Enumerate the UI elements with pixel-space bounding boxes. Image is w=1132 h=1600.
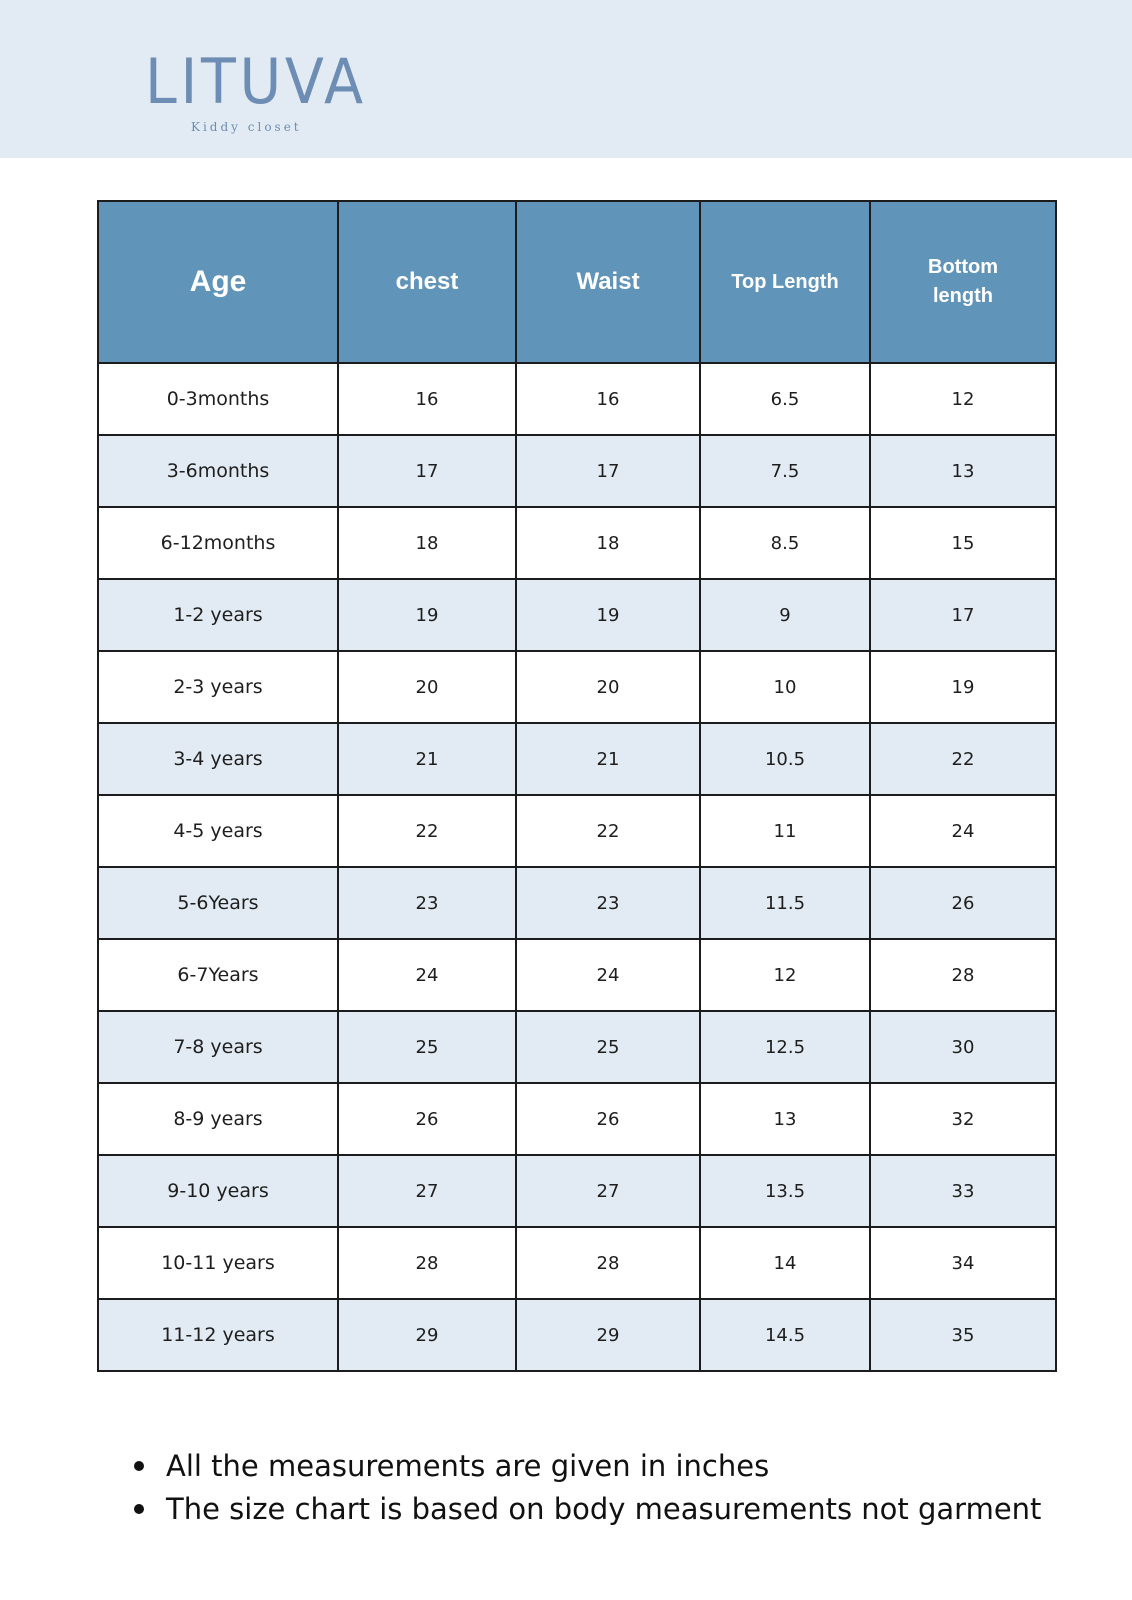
age-cell: 6-7Years [98,939,338,1011]
table-row [98,435,1056,507]
bottom-length-cell: 28 [870,939,1056,1011]
waist-cell: 22 [516,795,700,867]
chest-cell: 20 [338,651,516,723]
table-row [98,507,1056,579]
chest-cell: 25 [338,1011,516,1083]
table-row [98,1299,1056,1371]
waist-cell: 17 [516,435,700,507]
age-cell: 11-12 years [98,1299,338,1371]
top-length-cell: 10 [700,651,870,723]
age-cell: 10-11 years [98,1227,338,1299]
bottom-length-cell: 13 [870,435,1056,507]
top-length-cell: 12 [700,939,870,1011]
chest-cell: 18 [338,507,516,579]
table-row [98,579,1056,651]
top-length-cell: 7.5 [700,435,870,507]
age-cell: 2-3 years [98,651,338,723]
chest-cell: 16 [338,363,516,435]
age-cell: 3-6months [98,435,338,507]
top-length-cell: 14 [700,1227,870,1299]
chest-cell: 21 [338,723,516,795]
top-length-cell: 13.5 [700,1155,870,1227]
chest-cell: 17 [338,435,516,507]
age-cell: 8-9 years [98,1083,338,1155]
note-text: The size chart is based on body measurements not garment [166,1492,1042,1526]
header-top-length: Top Length [700,201,870,363]
bottom-length-cell: 22 [870,723,1056,795]
bottom-length-cell: 34 [870,1227,1056,1299]
table-row [98,723,1056,795]
age-cell: 7-8 years [98,1011,338,1083]
header-age: Age [98,201,338,363]
brand-name: LITUVA [145,45,367,118]
age-cell: 4-5 years [98,795,338,867]
chest-cell: 22 [338,795,516,867]
notes-list [132,1445,1041,1531]
bottom-length-cell: 19 [870,651,1056,723]
waist-cell: 29 [516,1299,700,1371]
table-row [98,1011,1056,1083]
brand-logo [145,45,367,134]
waist-cell: 18 [516,507,700,579]
bottom-length-cell: 26 [870,867,1056,939]
bottom-length-cell: 24 [870,795,1056,867]
chest-cell: 23 [338,867,516,939]
table-row [98,651,1056,723]
waist-cell: 28 [516,1227,700,1299]
chest-cell: 29 [338,1299,516,1371]
waist-cell: 25 [516,1011,700,1083]
waist-cell: 20 [516,651,700,723]
chest-cell: 28 [338,1227,516,1299]
waist-cell: 21 [516,723,700,795]
waist-cell: 27 [516,1155,700,1227]
top-length-cell: 9 [700,579,870,651]
brand-header-band [0,0,1132,158]
waist-cell: 19 [516,579,700,651]
top-length-cell: 11.5 [700,867,870,939]
note-item [132,1488,1041,1531]
top-length-cell: 13 [700,1083,870,1155]
age-cell: 9-10 years [98,1155,338,1227]
bullet-icon [134,1461,144,1471]
table-row [98,795,1056,867]
note-item [132,1445,1041,1488]
table-header-row [98,201,1056,363]
header-bottom-length-label: Bottom length [928,256,998,307]
bottom-length-cell: 35 [870,1299,1056,1371]
chest-cell: 19 [338,579,516,651]
note-text: All the measurements are given in inches [166,1449,770,1483]
age-cell: 0-3months [98,363,338,435]
bottom-length-cell: 12 [870,363,1056,435]
top-length-cell: 6.5 [700,363,870,435]
chest-cell: 27 [338,1155,516,1227]
chest-cell: 24 [338,939,516,1011]
table-row [98,867,1056,939]
age-cell: 1-2 years [98,579,338,651]
top-length-cell: 11 [700,795,870,867]
header-waist: Waist [516,201,700,363]
waist-cell: 16 [516,363,700,435]
bottom-length-cell: 33 [870,1155,1056,1227]
table-row [98,1227,1056,1299]
header-chest: chest [338,201,516,363]
table-row [98,939,1056,1011]
bottom-length-cell: 15 [870,507,1056,579]
waist-cell: 26 [516,1083,700,1155]
top-length-cell: 12.5 [700,1011,870,1083]
age-cell: 6-12months [98,507,338,579]
top-length-cell: 14.5 [700,1299,870,1371]
age-cell: 3-4 years [98,723,338,795]
table-row [98,1083,1056,1155]
size-chart-table [97,200,1057,1372]
brand-tagline: Kiddy closet [191,120,302,134]
top-length-cell: 10.5 [700,723,870,795]
top-length-cell: 8.5 [700,507,870,579]
header-bottom-length [870,201,1056,363]
waist-cell: 24 [516,939,700,1011]
table-row [98,1155,1056,1227]
waist-cell: 23 [516,867,700,939]
bottom-length-cell: 32 [870,1083,1056,1155]
bottom-length-cell: 30 [870,1011,1056,1083]
bullet-icon [134,1504,144,1514]
bottom-length-cell: 17 [870,579,1056,651]
age-cell: 5-6Years [98,867,338,939]
chest-cell: 26 [338,1083,516,1155]
table-row [98,363,1056,435]
